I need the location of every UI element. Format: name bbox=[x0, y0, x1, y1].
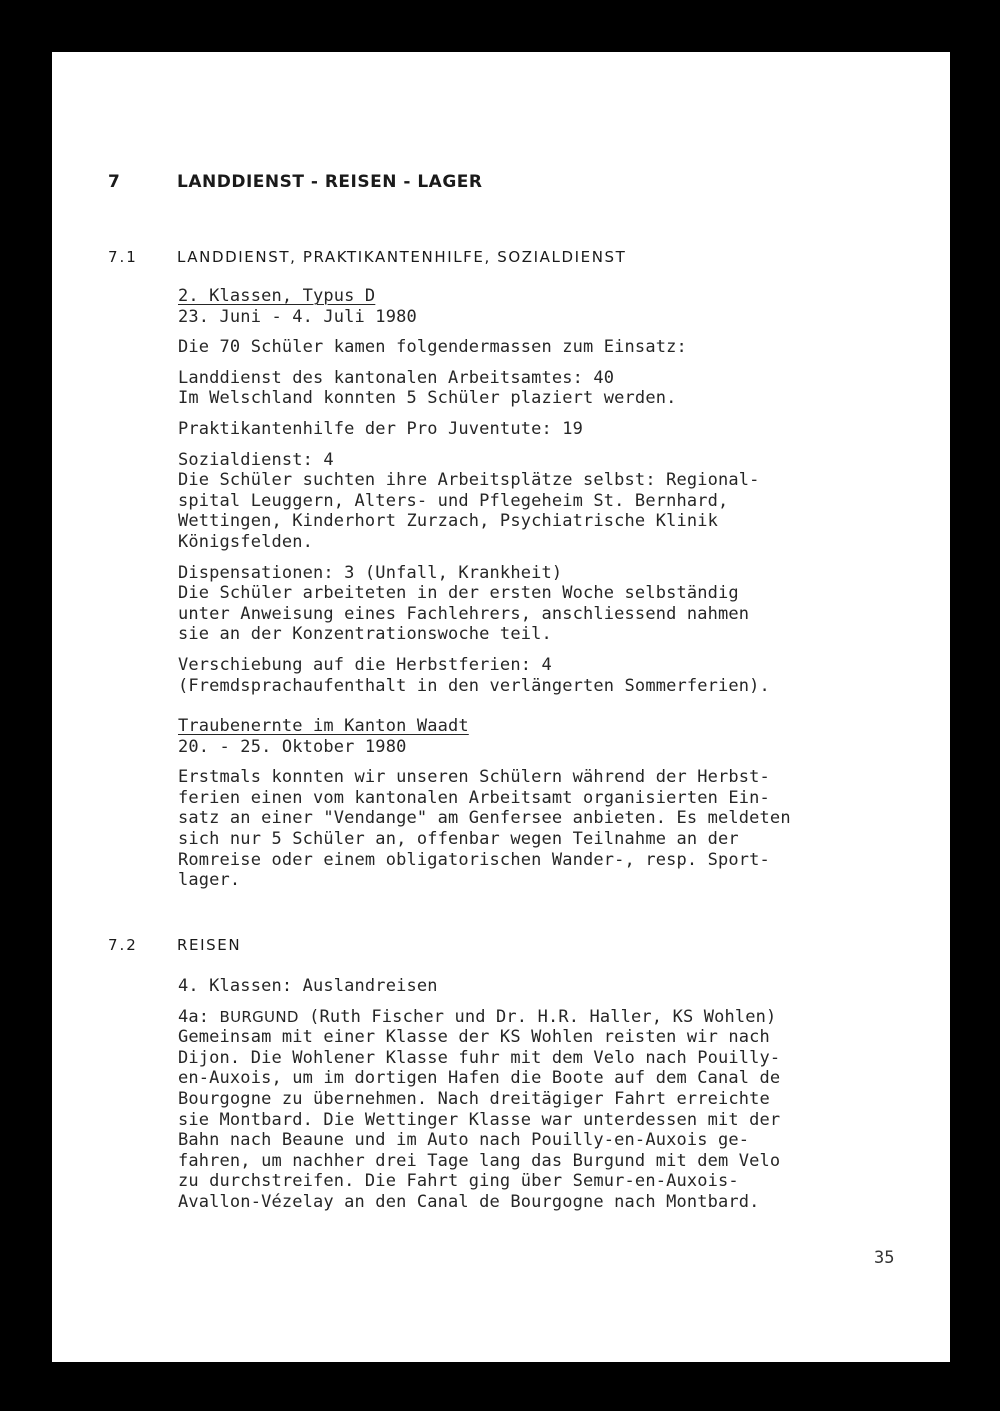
text-line: Romreise oder einem obligatorischen Wander-, resp. Sport- bbox=[178, 849, 770, 870]
document-content bbox=[52, 52, 950, 1362]
date-line: 23. Juni - 4. Juli 1980 bbox=[178, 306, 417, 327]
document-page bbox=[52, 52, 950, 1362]
text-line: en-Auxois, um im dortigen Hafen die Boote auf dem Canal de bbox=[178, 1068, 781, 1089]
text-line: sich nur 5 Schüler an, offenbar wegen Teilnahme an der bbox=[178, 829, 739, 850]
text-line: Königsfelden. bbox=[178, 531, 314, 552]
text-line: sie an der Konzentrationswoche teil. bbox=[178, 624, 552, 645]
text-line: Landdienst des kantonalen Arbeitsamtes: 40 bbox=[178, 367, 615, 388]
subheading-auslandreisen: 4. Klassen: Auslandreisen bbox=[178, 976, 438, 996]
section-title: LANDDIENST, PRAKTIKANTENHILFE, SOZIALDIENST bbox=[177, 248, 627, 266]
text-line: fahren, um nachher drei Tage lang das Burgund mit dem Velo bbox=[178, 1150, 781, 1171]
text-line: sie Montbard. Die Wettinger Klasse war unterdessen mit der bbox=[178, 1109, 781, 1130]
chapter-heading bbox=[108, 172, 483, 192]
section-title: REISEN bbox=[177, 936, 242, 954]
text-line: ferien einen vom kantonalen Arbeitsamt organisierten Ein- bbox=[178, 787, 770, 808]
text-line: Erstmals konnten wir unseren Schülern während der Herbst- bbox=[178, 767, 770, 788]
text-line: zu durchstreifen. Die Fahrt ging über Semur-en-Auxois- bbox=[178, 1171, 739, 1192]
text-line: Im Welschland konnten 5 Schüler plaziert werden. bbox=[178, 388, 677, 409]
section-body-7-1 bbox=[178, 286, 898, 901]
text-line: Verschiebung auf die Herbstferien: 4 bbox=[178, 654, 552, 675]
date-line: 20. - 25. Oktober 1980 bbox=[178, 736, 407, 757]
text-line: Die Schüler suchten ihre Arbeitsplätze selbst: Regional- bbox=[178, 470, 760, 491]
paragraph bbox=[178, 368, 898, 409]
trip-destination: BURGUND bbox=[219, 1007, 299, 1026]
paragraph bbox=[178, 655, 898, 696]
section-number: 7.1 bbox=[108, 248, 138, 266]
text-line: Sozialdienst: 4 bbox=[178, 449, 334, 470]
text-line: Dispensationen: 3 (Unfall, Krankheit) bbox=[178, 562, 563, 583]
text-line: Gemeinsam mit einer Klasse der KS Wohlen reisten wir nach bbox=[178, 1027, 770, 1048]
chapter-number: 7 bbox=[108, 172, 121, 192]
text-line: satz an einer "Vendange" am Genfersee anbieten. Es meldeten bbox=[178, 808, 791, 829]
paragraph bbox=[178, 563, 898, 645]
paragraph: Die 70 Schüler kamen folgendermassen zum Einsatz: bbox=[178, 337, 687, 358]
paragraph bbox=[178, 450, 898, 553]
text-line: (Ruth Fischer und Dr. H.R. Haller, KS Wohlen) bbox=[298, 1006, 777, 1027]
text-line: Bahn nach Beaune und im Auto nach Pouilly-en-Auxois ge- bbox=[178, 1130, 750, 1151]
paragraph: Praktikantenhilfe der Pro Juventute: 19 bbox=[178, 418, 584, 439]
text-line: Die Schüler arbeiteten in der ersten Woche selbständig bbox=[178, 583, 739, 604]
paragraph bbox=[178, 767, 898, 891]
section-heading-7-2 bbox=[108, 936, 241, 954]
section-body-7-2 bbox=[178, 976, 898, 1223]
chapter-title: LANDDIENST - REISEN - LAGER bbox=[177, 172, 483, 192]
text-line: Dijon. Die Wohlener Klasse fuhr mit dem Velo nach Pouilly- bbox=[178, 1047, 781, 1068]
section-number: 7.2 bbox=[108, 936, 138, 954]
text-line: Avallon-Vézelay an den Canal de Bourgogne nach Montbard. bbox=[178, 1191, 760, 1212]
text-line: lager. bbox=[178, 870, 241, 891]
text-line: unter Anweisung eines Fachlehrers, anschliessend nahmen bbox=[178, 603, 750, 624]
section-heading-7-1 bbox=[108, 248, 626, 266]
text-line: Bourgogne zu übernehmen. Nach dreitägiger Fahrt erreichte bbox=[178, 1088, 770, 1109]
page-number: 35 bbox=[874, 1248, 895, 1268]
subheading-klassen: 2. Klassen, Typus D bbox=[178, 286, 376, 306]
text-line: Wettingen, Kinderhort Zurzach, Psychiatrische Klinik bbox=[178, 511, 719, 532]
text-line: (Fremdsprachaufenthalt in den verlängerten Sommerferien). bbox=[178, 675, 770, 696]
class-label: 4a: bbox=[178, 1006, 220, 1027]
paragraph bbox=[178, 1007, 898, 1213]
subheading-traubenernte: Traubenernte im Kanton Waadt bbox=[178, 716, 469, 737]
text-line: spital Leuggern, Alters- und Pflegeheim St. Bernhard, bbox=[178, 490, 729, 511]
